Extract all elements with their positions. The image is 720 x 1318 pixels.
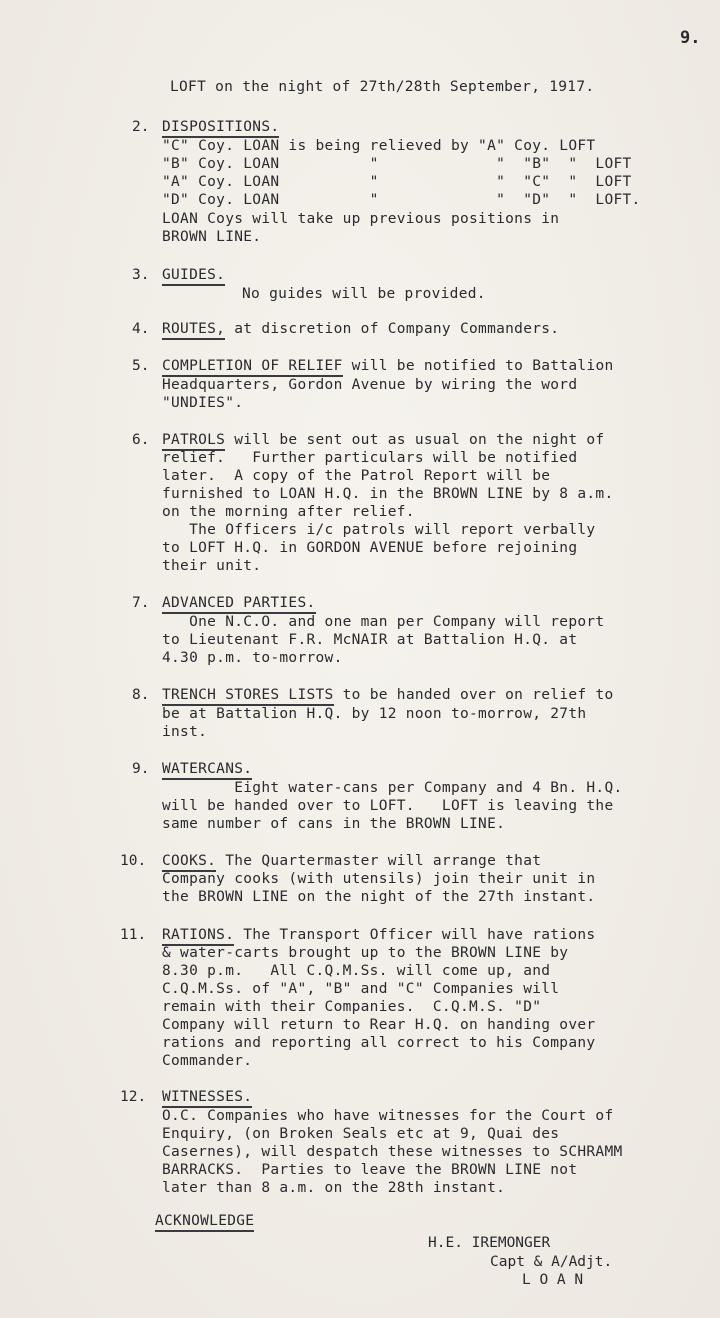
body-line: "UNDIES". <box>162 395 244 411</box>
body-line: C.Q.M.Ss. of "A", "B" and "C" Companies will <box>162 981 560 997</box>
acknowledge-line <box>155 1212 254 1230</box>
body-line: 8.30 p.m. All C.Q.M.Ss. will come up, and <box>162 963 551 979</box>
section-heading <box>162 760 252 778</box>
body-line: will be handed over to LOFT. LOFT is leaving the <box>162 798 614 814</box>
section-line <box>162 320 559 338</box>
section-number: 7. <box>132 595 150 611</box>
section-number: 2. <box>132 119 150 135</box>
body-line: LOAN Coys will take up previous positions in <box>162 211 560 227</box>
body-line: O.C. Companies who have witnesses for the Court of <box>162 1108 614 1124</box>
body-line: later than 8 a.m. on the 28th instant. <box>162 1180 506 1196</box>
disposition-row: "C" Coy. LOAN is being relieved by "A" Coy. LOFT <box>162 138 596 154</box>
section-number: 11. <box>120 927 147 943</box>
body-line: The Officers i/c patrols will report verbally <box>162 522 596 538</box>
signature-rank: Capt & A/Adjt. <box>490 1254 613 1270</box>
section-heading <box>162 118 279 136</box>
disposition-row: "D" Coy. LOAN " " "D" " LOFT. <box>162 192 641 208</box>
section-number: 5. <box>132 358 150 374</box>
body-line: Eight water-cans per Company and 4 Bn. H.Q. <box>162 780 623 796</box>
disposition-row: "B" Coy. LOAN " " "B" " LOFT <box>162 156 632 172</box>
heading-trench-stores-lists: TRENCH STORES LISTS <box>162 687 334 706</box>
acknowledge-heading: ACKNOWLEDGE <box>155 1213 254 1232</box>
body-line: Commander. <box>162 1053 253 1069</box>
body-line: their unit. <box>162 558 262 574</box>
heading-advanced-parties: ADVANCED PARTIES. <box>162 595 316 614</box>
body-line: relief. Further particulars will be notified <box>162 450 578 466</box>
section-number: 6. <box>132 432 150 448</box>
body-line: One N.C.O. and one man per Company will report <box>162 614 605 630</box>
body-line: BROWN LINE. <box>162 229 262 245</box>
body-line: Headquarters, Gordon Avenue by wiring the word <box>162 377 578 393</box>
body-line: Enquiry, (on Broken Seals etc at 9, Quai des <box>162 1126 560 1142</box>
body-line: to Lieutenant F.R. McNAIR at Battalion H.Q. at <box>162 632 578 648</box>
heading-cooks: COOKS. <box>162 853 216 872</box>
body-line: the BROWN LINE on the night of the 27th instant. <box>162 889 596 905</box>
heading-rations: RATIONS. <box>162 927 234 946</box>
section-heading <box>162 266 225 284</box>
body-line: later. A copy of the Patrol Report will be <box>162 468 551 484</box>
body-line: on the morning after relief. <box>162 504 415 520</box>
heading-watercans: WATERCANS. <box>162 761 252 780</box>
body-line: Company cooks (with utensils) join their unit in <box>162 871 596 887</box>
section-number: 9. <box>132 761 150 777</box>
heading-guides: GUIDES. <box>162 267 225 286</box>
body-line: 4.30 p.m. to-morrow. <box>162 650 343 666</box>
body-line: BARRACKS. Parties to leave the BROWN LINE not <box>162 1162 578 1178</box>
disposition-row: "A" Coy. LOAN " " "C" " LOFT <box>162 174 632 190</box>
section-line <box>162 686 614 704</box>
section-number: 8. <box>132 687 150 703</box>
body-line: to LOFT H.Q. in GORDON AVENUE before rejoining <box>162 540 578 556</box>
body-line: be at Battalion H.Q. by 12 noon to-morrow, 27th <box>162 706 587 722</box>
signature-unit: L O A N <box>522 1272 584 1288</box>
section-line <box>162 431 604 449</box>
page-number: 9. <box>680 28 701 48</box>
heading-completion-of-relief: COMPLETION OF RELIEF <box>162 358 343 377</box>
heading-witnesses: WITNESSES. <box>162 1089 252 1108</box>
section-number: 12. <box>120 1089 147 1105</box>
body-line: same number of cans in the BROWN LINE. <box>162 816 506 832</box>
body-line: remain with their Companies. C.Q.M.S. "D" <box>162 999 542 1015</box>
body-line: inst. <box>162 724 208 740</box>
signature-name: H.E. IREMONGER <box>428 1235 551 1251</box>
heading-routes: ROUTES, <box>162 321 225 340</box>
inline-text: will be sent out as usual on the night of <box>225 432 605 448</box>
body-line: furnished to LOAN H.Q. in the BROWN LINE by 8 a.m. <box>162 486 614 502</box>
inline-text: The Transport Officer will have rations <box>234 927 596 943</box>
section-line <box>162 357 614 375</box>
inline-text: at discretion of Company Commanders. <box>225 321 560 337</box>
inline-text: to be handed over on relief to <box>333 687 614 703</box>
body-line: Casernes), will despatch these witnesses to SCHRAMM <box>162 1144 623 1160</box>
heading-patrols: PATROLS <box>162 432 225 451</box>
section-number: 4. <box>132 321 150 337</box>
inline-text: The Quartermaster will arrange that <box>216 853 542 869</box>
section-heading <box>162 594 316 612</box>
body-line: rations and reporting all correct to his Company <box>162 1035 596 1051</box>
inline-text: will be notified to Battalion <box>342 358 614 374</box>
section-line <box>162 926 595 944</box>
section-line <box>162 852 541 870</box>
heading-dispositions: DISPOSITIONS. <box>162 119 279 138</box>
body-line: No guides will be provided. <box>242 286 486 302</box>
section-heading <box>162 1088 252 1106</box>
body-line: & water-carts brought up to the BROWN LINE by <box>162 945 569 961</box>
body-line: Company will return to Rear H.Q. on handing over <box>162 1017 596 1033</box>
section-number: 3. <box>132 267 150 283</box>
section-number: 10. <box>120 853 147 869</box>
intro-line: LOFT on the night of 27th/28th September, 1917. <box>170 79 595 95</box>
